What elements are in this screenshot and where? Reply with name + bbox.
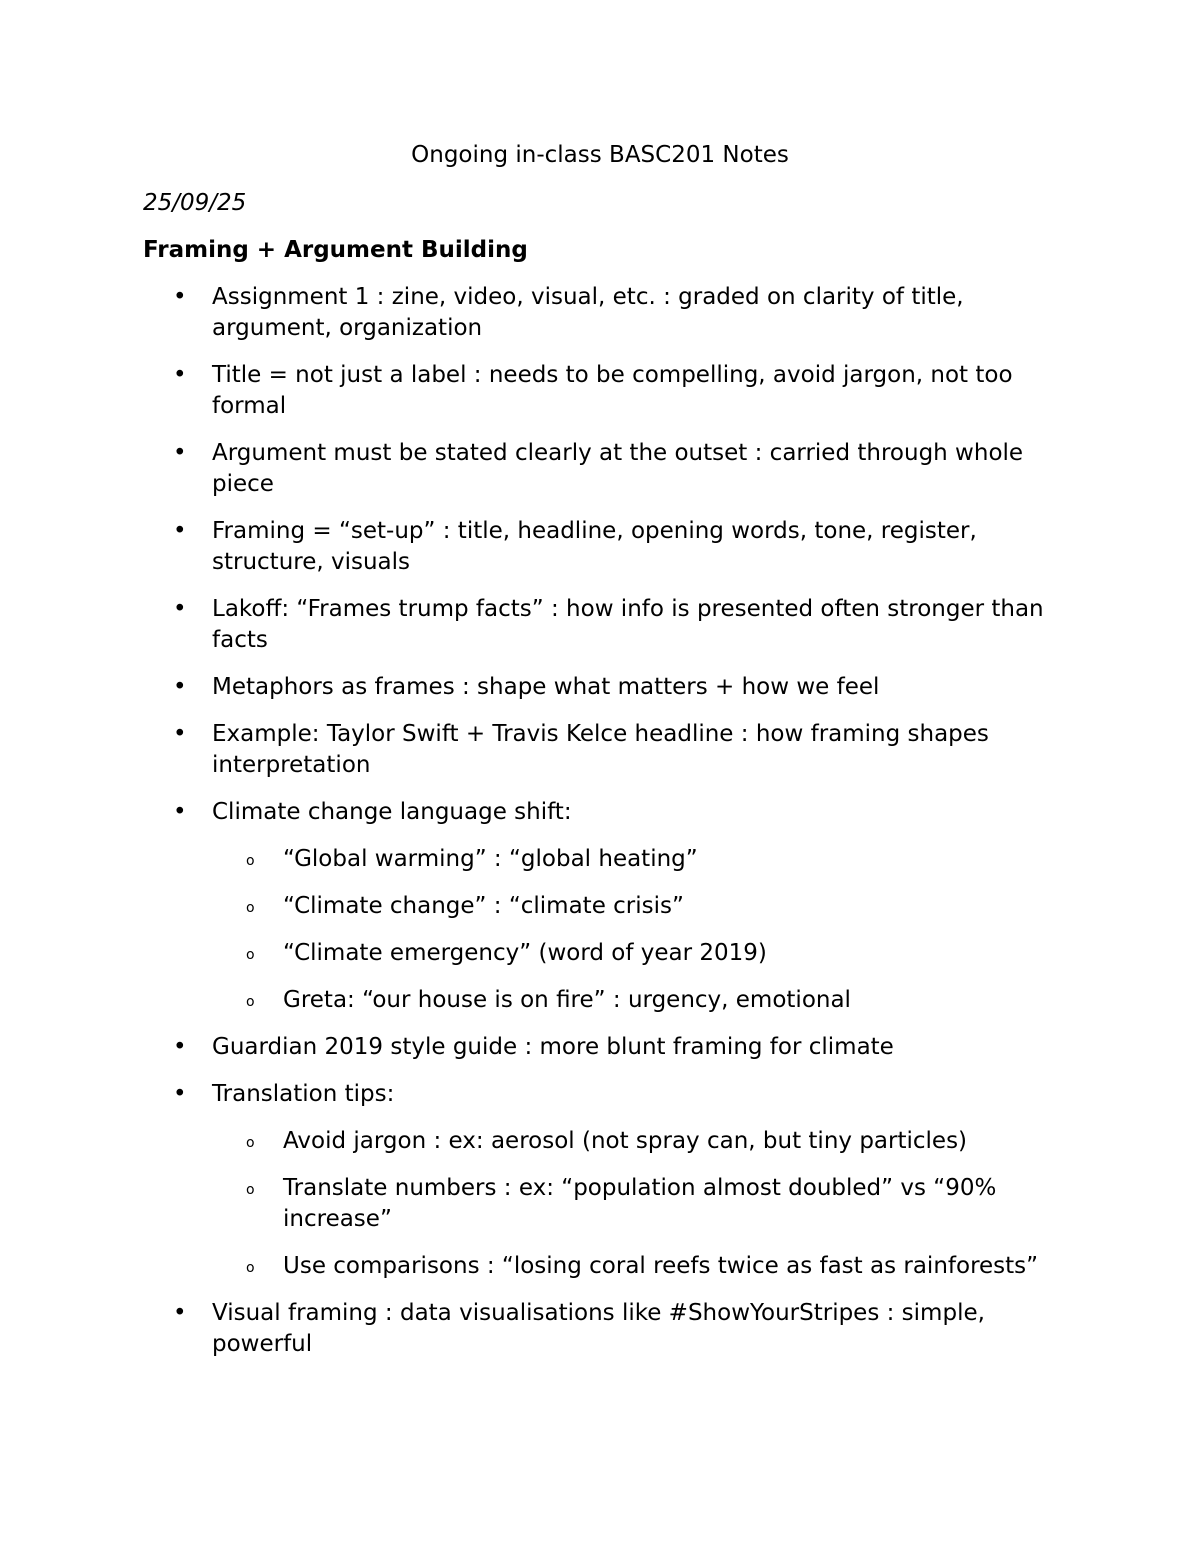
list-item-text: Framing = “set-up” : title, headline, opening words, tone, register, structure, visuals [212, 518, 977, 575]
list-item-text: Visual framing : data visualisations like #ShowYourStripes : simple, powerful [212, 1300, 985, 1357]
list-item-text: Translation tips: [212, 1081, 395, 1107]
list-item [0, 438, 1200, 500]
bullet-icon: • [173, 518, 187, 544]
list-item-text: Greta: “our house is on fire” : urgency, emotional [283, 987, 851, 1013]
list-item [0, 1032, 1200, 1063]
hollow-bullet-icon: o [246, 994, 255, 1010]
list-item [0, 1079, 1200, 1110]
lecture-date: 25/09/25 [143, 190, 247, 216]
sub-list-item [0, 1173, 1200, 1235]
hollow-bullet-icon: o [246, 947, 255, 963]
list-item-text: “Climate emergency” (word of year 2019) [283, 940, 767, 966]
sub-list-item [0, 891, 1200, 922]
hollow-bullet-icon: o [246, 1182, 255, 1198]
list-item-text: Guardian 2019 style guide : more blunt framing for climate [212, 1034, 894, 1060]
list-item-text: Avoid jargon : ex: aerosol (not spray can, but tiny particles) [283, 1128, 968, 1154]
list-item [0, 516, 1200, 578]
sub-list-item [0, 938, 1200, 969]
list-item-text: “Global warming” : “global heating” [283, 846, 698, 872]
bullet-icon: • [173, 1081, 187, 1107]
notes-list [0, 282, 1200, 1376]
hollow-bullet-icon: o [246, 1135, 255, 1151]
list-item-text: Title = not just a label : needs to be compelling, avoid jargon, not too formal [212, 362, 1013, 419]
list-item-text: Argument must be stated clearly at the outset : carried through whole piece [212, 440, 1024, 497]
bullet-icon: • [173, 799, 187, 825]
bullet-icon: • [173, 721, 187, 747]
sub-list-item [0, 1126, 1200, 1157]
bullet-icon: • [173, 284, 187, 310]
list-item [0, 282, 1200, 344]
hollow-bullet-icon: o [246, 900, 255, 916]
list-item-text: Climate change language shift: [212, 799, 572, 825]
list-item-text: Assignment 1 : zine, video, visual, etc. : graded on clarity of title, argument, organization [212, 284, 964, 341]
list-item-text: Lakoff: “Frames trump facts” : how info is presented often stronger than facts [212, 596, 1044, 653]
list-item [0, 797, 1200, 828]
hollow-bullet-icon: o [246, 1260, 255, 1276]
bullet-icon: • [173, 596, 187, 622]
hollow-bullet-icon: o [246, 853, 255, 869]
list-item-text: “Climate change” : “climate crisis” [283, 893, 684, 919]
list-item-text: Use comparisons : “losing coral reefs twice as fast as rainforests” [283, 1253, 1039, 1279]
bullet-icon: • [173, 1034, 187, 1060]
list-item [0, 672, 1200, 703]
bullet-icon: • [173, 362, 187, 388]
list-item-text: Translate numbers : ex: “population almost doubled” vs “90% increase” [283, 1175, 997, 1232]
bullet-icon: • [173, 674, 187, 700]
sub-list-item [0, 844, 1200, 875]
sub-list-item [0, 985, 1200, 1016]
section-heading: Framing + Argument Building [143, 237, 528, 263]
list-item [0, 594, 1200, 656]
bullet-icon: • [173, 440, 187, 466]
list-item [0, 1298, 1200, 1360]
list-item-text: Metaphors as frames : shape what matters + how we feel [212, 674, 880, 700]
list-item [0, 360, 1200, 422]
document-title: Ongoing in-class BASC201 Notes [411, 142, 789, 168]
list-item-text: Example: Taylor Swift + Travis Kelce headline : how framing shapes interpretation [212, 721, 989, 778]
list-item [0, 719, 1200, 781]
sub-list-item [0, 1251, 1200, 1282]
bullet-icon: • [173, 1300, 187, 1326]
